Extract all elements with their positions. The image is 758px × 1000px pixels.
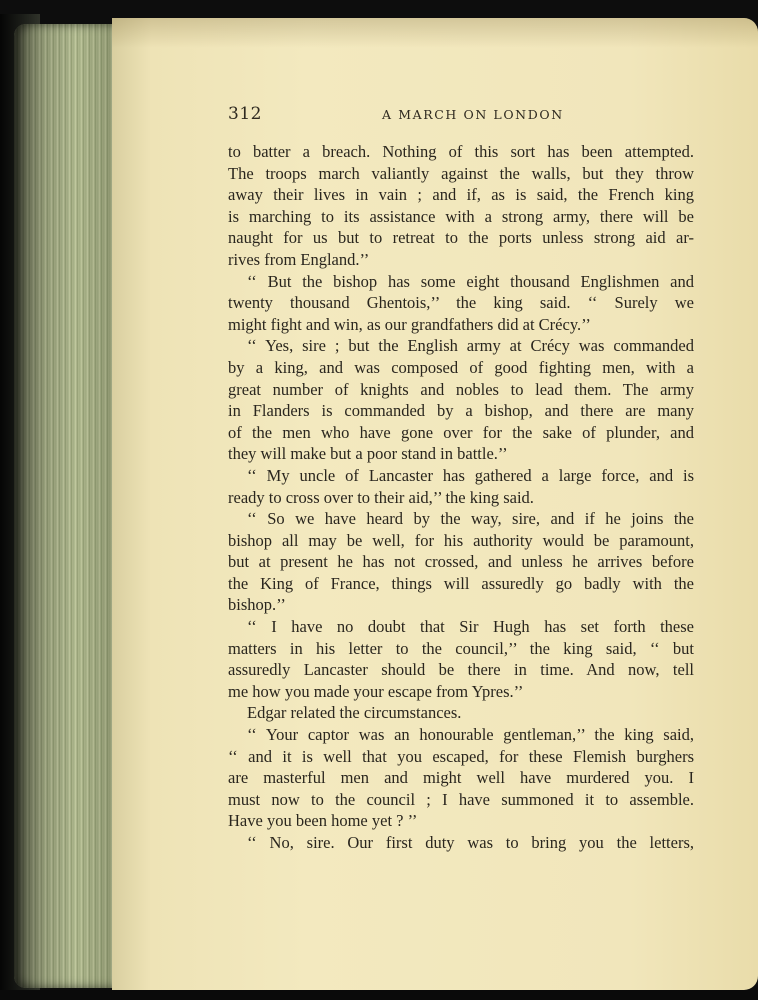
text-line: ‘‘ So we have heard by the way, sire, and if he joins the <box>247 509 694 529</box>
text-line: they will make but a poor stand in battle.’’ <box>228 444 508 464</box>
text-line: great number of knights and nobles to lead them. The army <box>228 379 694 399</box>
text-line: to batter a breach. Nothing of this sort has been attempted. <box>228 142 694 161</box>
page-number: 312 <box>228 104 262 124</box>
text-line: by a king, and was composed of good fighting men, with a <box>228 357 694 377</box>
text-line: twenty thousand Ghentois,’’ the king said. ‘‘ Surely we <box>228 293 694 313</box>
text-line: ‘‘ My uncle of Lancaster has gathered a large force, and is <box>247 465 694 485</box>
body-text <box>228 141 694 854</box>
text-line: ‘‘ Your captor was an honourable gentleman,’’ the king said, <box>247 725 694 745</box>
text-line: is marching to its assistance with a strong army, there will be <box>228 206 694 226</box>
running-head <box>228 104 698 126</box>
text-line: ‘‘ No, sire. Our first duty was to bring you the letters, <box>247 833 694 852</box>
running-title: A MARCH ON LONDON <box>382 107 564 122</box>
text-line: Have you been home yet ? ’’ <box>228 811 418 831</box>
page-edges-shadow <box>14 24 118 988</box>
text-line: bishop.’’ <box>228 595 286 615</box>
text-line: matters in his letter to the council,’’ the king said, ‘‘ but <box>228 638 694 658</box>
bottom-edge <box>0 990 758 1000</box>
text-line: of the men who have gone over for the sake of plunder, and <box>228 422 694 442</box>
page-top-shadow <box>112 18 758 48</box>
text-line: the King of France, things will assuredly go badly with the <box>228 573 694 593</box>
text-line: might fight and win, as our grandfathers did at Crécy.’’ <box>228 314 591 334</box>
text-line: away their lives in vain ; and if, as is said, the French king <box>228 185 694 205</box>
text-line: ‘‘ But the bishop has some eight thousand Englishmen and <box>247 271 694 291</box>
text-line: ‘‘ and it is well that you escaped, for these Flemish burghers <box>228 746 694 766</box>
text-line: The troops march valiantly against the walls, but they throw <box>228 163 694 183</box>
text-line: bishop all may be well, for his authority would be paramount, <box>228 530 694 550</box>
text-line: me how you made your escape from Ypres.’’ <box>228 681 524 701</box>
text-line: naught for us but to retreat to the ports unless strong aid ar- <box>228 228 694 248</box>
text-line: Edgar related the circumstances. <box>247 703 462 723</box>
text-line: ‘‘ I have no doubt that Sir Hugh has set forth these <box>247 617 694 637</box>
text-line: but at present he has not crossed, and unless he arrives before <box>228 552 694 572</box>
text-line: assuredly Lancaster should be there in time. And now, tell <box>228 660 694 680</box>
text-line: rives from England.’’ <box>228 249 370 269</box>
text-line: must now to the council ; I have summoned it to assemble. <box>228 789 694 809</box>
text-line: are masterful men and might well have murdered you. I <box>228 768 694 788</box>
text-line: ‘‘ Yes, sire ; but the English army at Crécy was commanded <box>247 336 694 356</box>
text-line: in Flanders is commanded by a bishop, and there are many <box>228 401 694 421</box>
text-line: ready to cross over to their aid,’’ the king said. <box>228 487 534 507</box>
